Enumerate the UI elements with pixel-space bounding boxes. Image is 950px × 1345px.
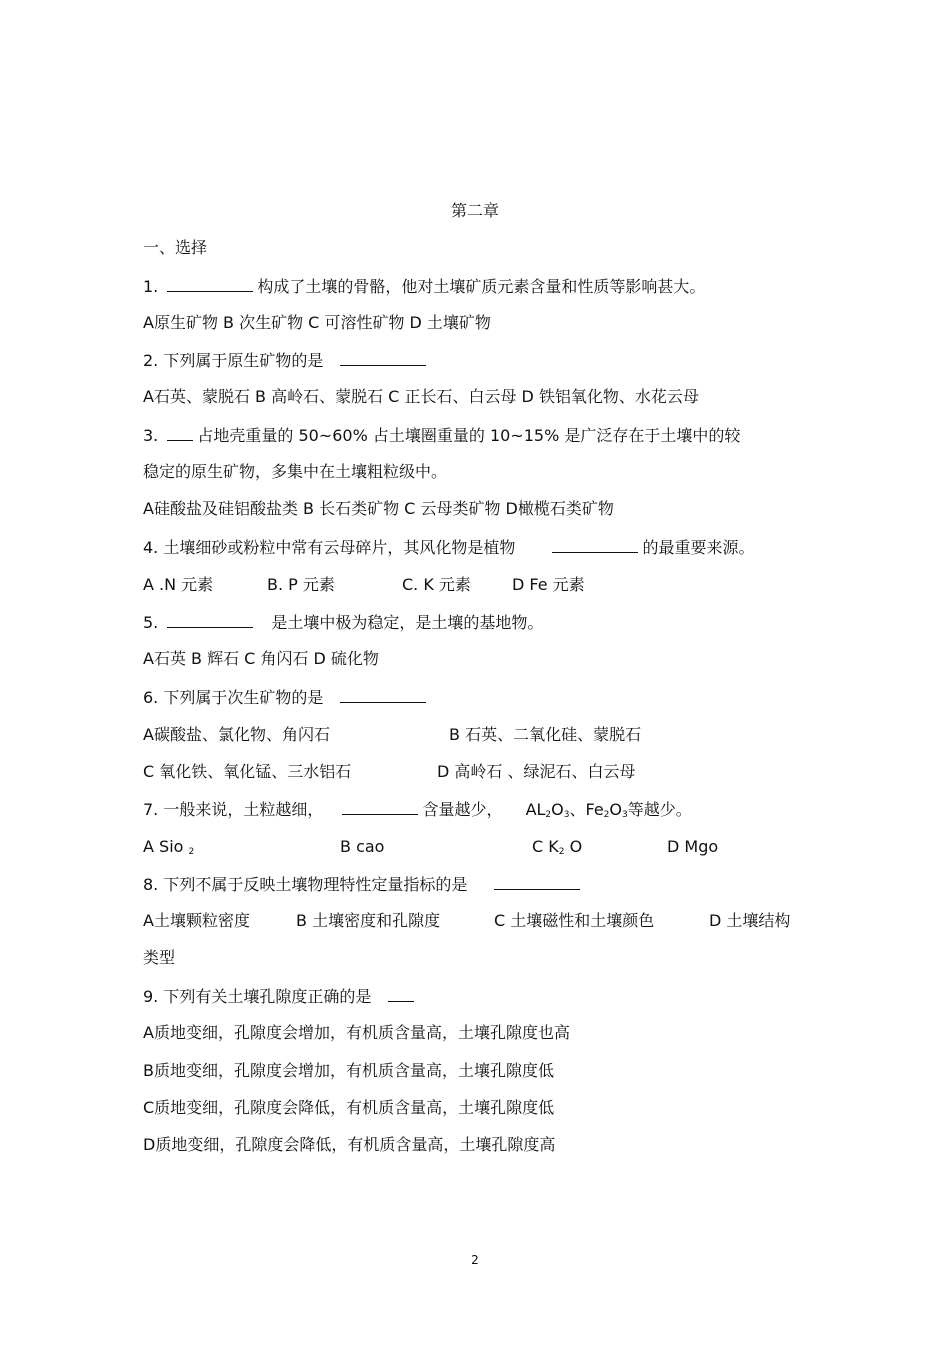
page-number: 2 [471,1253,479,1267]
option-c: C. K 元素 [402,575,471,594]
question-text: 构成了土壤的骨骼，他对土壤矿质元素含量和性质等影响甚大。 [257,277,706,296]
question-text-tail: 等越少。 [627,800,692,819]
question-1 [143,275,813,298]
option-d: D Fe 元素 [512,575,585,594]
answer-blank [388,985,414,1002]
option-d: D 土壤结构 [709,911,791,930]
answer-blank [552,536,638,553]
question-3 [143,424,813,447]
question-5 [143,611,813,634]
question-6 [143,686,813,709]
answer-blank [167,275,253,292]
answer-blank [340,349,426,366]
question-7 [143,798,813,826]
question-9-option-b: B质地变细，孔隙度会增加，有机质含量高，土壤孔隙度低 [143,1061,554,1080]
question-8-options-continued: 类型 [143,948,176,967]
question-8 [143,873,813,896]
question-text: 含量越少， [422,800,503,819]
option-a: A .N 元素 [143,575,214,594]
question-5-options: A石英 B 辉石 C 角闪石 D 硫化物 [143,649,379,668]
answer-blank [494,873,580,890]
question-9 [143,985,813,1008]
answer-blank [340,686,426,703]
answer-blank [342,798,418,815]
option-a: A Sio $_2$ [143,837,195,857]
section-heading: 一、选择 [143,238,208,257]
question-number: 3. [143,426,159,445]
answer-blank [167,611,253,628]
question-text: 是土壤中极为稳定，是土壤的基地物。 [271,613,544,632]
question-text: 2. 下列属于原生矿物的是 [143,351,324,370]
question-2-options: A石英、蒙脱石 B 高岭石、蒙脱石 C 正长石、白云母 D 铁铝氧化物、水花云母 [143,387,699,406]
option-a: A土壤颗粒密度 [143,911,250,930]
question-9-option-a: A质地变细，孔隙度会增加，有机质含量高，土壤孔隙度也高 [143,1023,570,1042]
option-a: A碳酸盐、氯化物、角闪石 [143,725,330,744]
question-9-option-c: C质地变细，孔隙度会降低，有机质含量高，土壤孔隙度低 [143,1098,555,1117]
option-b: B. P 元素 [267,575,335,594]
question-number: 5. [143,613,159,632]
question-1-options: A原生矿物 B 次生矿物 C 可溶性矿物 D 土壤矿物 [143,313,491,332]
question-text: 7. 一般来说，土粒越细， [143,800,324,819]
question-text: 9. 下列有关土壤孔隙度正确的是 [143,987,372,1006]
question-3-continued: 稳定的原生矿物，多集中在土壤粗粒级中。 [143,462,448,481]
option-b: B 石英、二氧化硅、蒙脱石 [449,725,642,744]
option-d: D Mgo [667,837,719,856]
chapter-title: 第二章 [450,201,499,220]
question-text: 8. 下列不属于反映土壤物理特性定量指标的是 [143,875,468,894]
question-number: 1. [143,277,159,296]
question-text: 4. 土壤细砂或粉粒中常有云母碎片，其风化物是植物 [143,538,516,557]
option-c: C $K_2$ O [532,837,583,857]
question-text-tail: 的最重要来源。 [642,538,755,557]
question-3-options: A硅酸盐及硅铝酸盐类 B 长石类矿物 C 云母类矿物 D橄榄石类矿物 [143,499,614,518]
option-d: D 高岭石 、绿泥石、白云母 [437,762,636,781]
question-text: 占地壳重量的 50~60% 占土壤圈重量的 10~15% 是广泛存在于土壤中的较 [197,426,741,445]
question-9-option-d: D质地变细，孔隙度会降低，有机质含量高，土壤孔隙度高 [143,1135,556,1154]
question-2 [143,349,813,372]
option-c: C 氧化铁、氧化锰、三水铝石 [143,762,352,781]
question-text: 6. 下列属于次生矿物的是 [143,688,324,707]
option-c: C 土壤磁性和土壤颜色 [494,911,655,930]
option-b: B 土壤密度和孔隙度 [296,911,441,930]
option-b: B cao [340,837,385,856]
chemical-formulas: $AL_2O_3$、$Fe_2O_3$ [525,800,628,820]
answer-blank [167,424,193,441]
question-4 [143,536,813,559]
